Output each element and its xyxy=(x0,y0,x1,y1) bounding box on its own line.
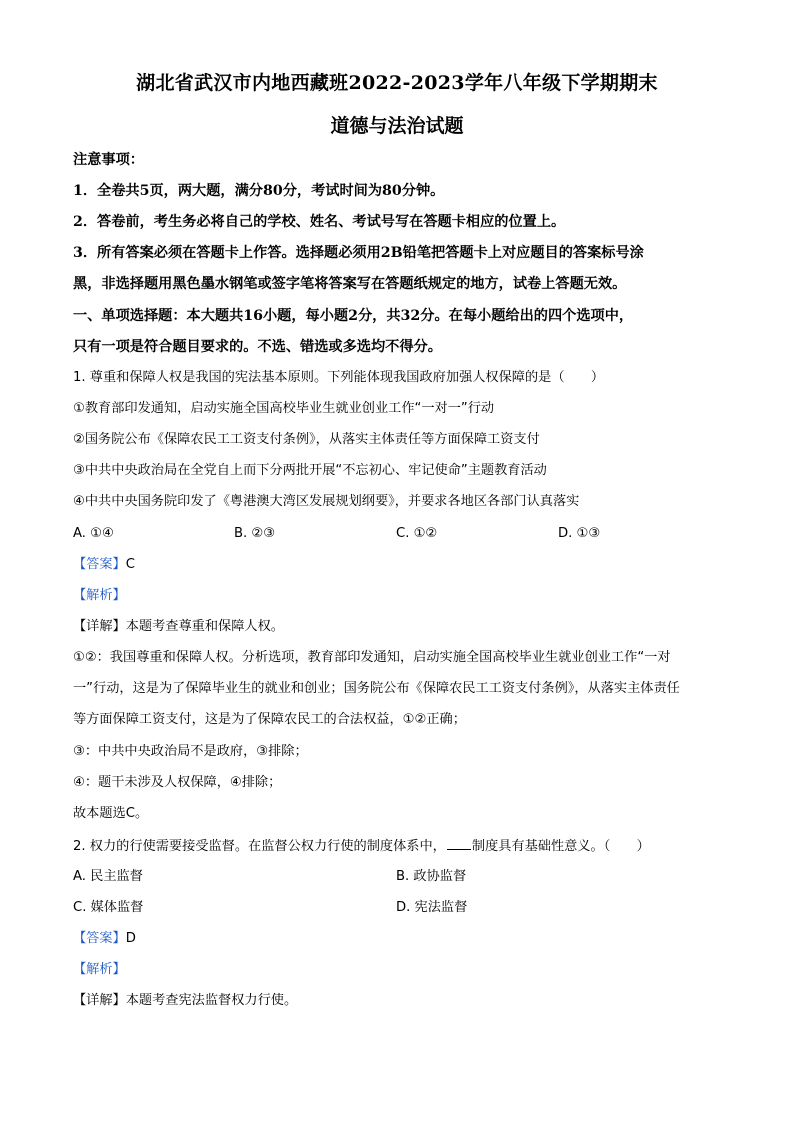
question-2-option-d: D. 宪法监督 xyxy=(396,900,468,915)
question-1-detail-line: ①②：我国尊重和保障人权。分析选项，教育部印发通知，启动实施全国高校毕业生就业创业工作“一对 xyxy=(73,650,671,665)
question-1-item: ①教育部印发通知，启动实施全国高校毕业生就业创业工作“一对一”行动 xyxy=(73,401,495,416)
answer-value: C xyxy=(125,557,135,572)
notice-item: 黑，非选择题用黑色墨水钢笔或签字笔将答案写在答题纸规定的地方，试卷上答题无效。 xyxy=(73,276,627,292)
question-1-option-a: A. ①④ xyxy=(73,526,114,541)
question-2-answer xyxy=(73,929,136,949)
notice-item: 2．答卷前，考生务必将自己的学校、姓名、考试号写在答题卡相应的位置上。 xyxy=(73,214,566,230)
question-2-detail xyxy=(73,991,297,1011)
question-1-stem: 1. 尊重和保障人权是我国的宪法基本原则。下列能体现我国政府加强人权保障的是（ ） xyxy=(73,370,605,385)
question-2-stem-part: 制度具有基础性意义。（ ） xyxy=(471,839,650,854)
detail-tag: 【详解】 xyxy=(73,993,126,1008)
question-1-item: ③中共中央政治局在全党自上而下分两批开展“不忘初心、牢记使命”主题教育活动 xyxy=(73,463,547,478)
answer-tag: 【答案】 xyxy=(73,931,126,946)
question-1-answer xyxy=(73,555,135,575)
question-2-stem xyxy=(73,836,650,857)
notice-item: 3．所有答案必须在答题卡上作答。选择题必须用2B铅笔把答题卡上对应题目的答案标号涂 xyxy=(73,245,644,261)
question-1-option-c: C. ①② xyxy=(396,526,438,541)
question-1-detail-line: 一”行动，这是为了保障毕业生的就业和创业；国务院公布《保障农民工工资支付条例》，从落实主体责任 xyxy=(73,681,680,696)
notice-item: 1．全卷共5页，两大题，满分80分，考试时间为80分钟。 xyxy=(73,183,445,199)
question-1-analysis xyxy=(73,586,126,606)
analysis-tag: 【解析】 xyxy=(73,588,126,603)
page-subtitle: 道德与法治试题 xyxy=(330,115,464,137)
question-1-option-d: D. ①③ xyxy=(558,526,601,541)
fill-in-blank xyxy=(447,836,471,850)
answer-value: D xyxy=(125,931,136,946)
question-1-item: ④中共中央国务院印发了《粤港澳大湾区发展规划纲要》，并要求各地区各部门认真落实 xyxy=(73,494,580,509)
question-1-detail xyxy=(73,617,284,637)
detail-intro: 本题考查尊重和保障人权。 xyxy=(125,619,284,634)
page-title: 湖北省武汉市内地西藏班2022-2023学年八年级下学期期末 xyxy=(136,72,658,94)
question-2-analysis xyxy=(73,960,126,980)
section-heading: 一、单项选择题：本大题共16小题，每小题2分，共32分。在每小题给出的四个选项中， xyxy=(73,308,634,324)
question-1-conclusion: 故本题选C。 xyxy=(73,806,149,821)
question-1-detail-line: 等方面保障工资支付，这是为了保障农民工的合法权益，①②正确； xyxy=(73,712,466,727)
question-2-option-b: B. 政协监督 xyxy=(396,869,467,884)
detail-intro: 本题考查宪法监督权力行使。 xyxy=(125,993,298,1008)
question-1-item: ②国务院公布《保障农民工工资支付条例》，从落实主体责任等方面保障工资支付 xyxy=(73,432,540,447)
question-1-detail-line: ④：题干未涉及人权保障，④排除； xyxy=(73,775,282,790)
question-2-option-c: C. 媒体监督 xyxy=(73,900,144,915)
question-1-detail-line: ③：中共中央政治局不是政府，③排除； xyxy=(73,744,308,759)
question-2-option-a: A. 民主监督 xyxy=(73,869,143,884)
question-2-stem-part: 2. 权力的行使需要接受监督。在监督公权力行使的制度体系中， xyxy=(73,839,446,854)
analysis-tag: 【解析】 xyxy=(73,962,126,977)
question-1-option-b: B. ②③ xyxy=(234,526,276,541)
detail-tag: 【详解】 xyxy=(73,619,126,634)
section-heading-cont: 只有一项是符合题目要求的。不选、错选或多选均不得分。 xyxy=(73,339,442,355)
notice-heading: 注意事项： xyxy=(73,152,144,168)
answer-tag: 【答案】 xyxy=(73,557,126,572)
